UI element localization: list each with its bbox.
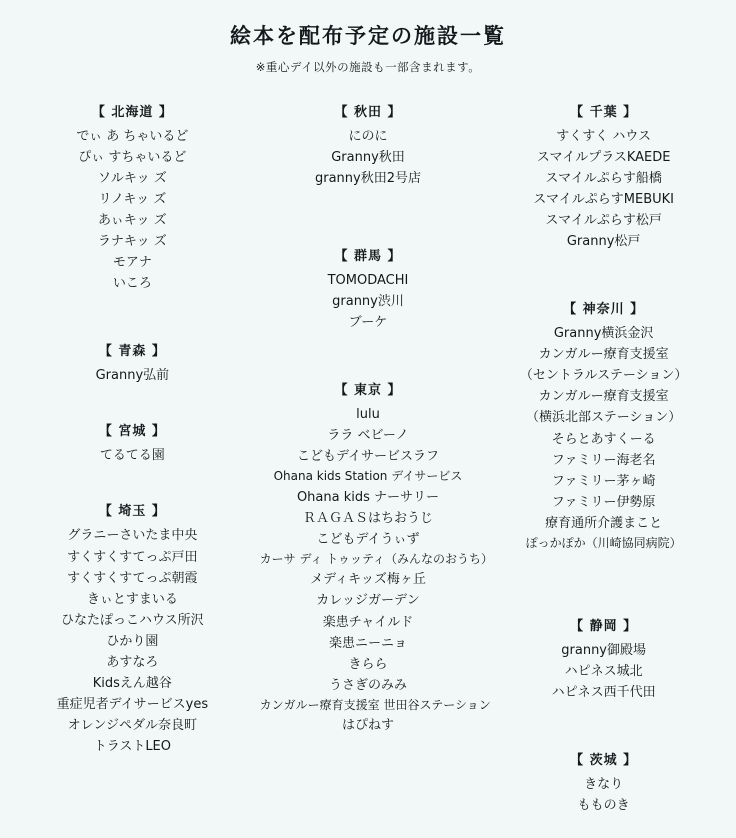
facility-item: ララ ベビーノ [327, 428, 409, 444]
facility-item: Kidsえん越谷 [92, 675, 172, 691]
facility-item: Granny松戸 [566, 234, 641, 250]
facility-item: スマイルぷらす船橋 [545, 171, 662, 187]
facility-item: てるてる園 [99, 448, 165, 464]
facility-item: すくすくすてっぷ朝霞 [67, 570, 198, 586]
facility-item: すくすくすてっぷ戸田 [67, 549, 198, 565]
facility-item: ぴぃ すちゃいるど [78, 150, 187, 166]
spacer [260, 211, 477, 245]
facility-item: ひかり園 [106, 633, 159, 649]
facility-item: granny御殿場 [561, 643, 647, 659]
page-title: 絵本を配布予定の施設一覧 [230, 24, 506, 48]
facility-item: そらとあすくーる [551, 431, 656, 447]
facility-item: Granny弘前 [95, 368, 170, 384]
page-subtitle: ※重心デイ以外の施設も一部含まれます。 [255, 60, 481, 74]
facility-item: きなり [584, 777, 624, 793]
facility-item: （セントラルステーション） [519, 368, 688, 384]
facility-item: こどもデイうぃず [316, 531, 420, 547]
facility-item: トラストLEO [93, 738, 172, 754]
facility-item: きぃとすまいる [86, 591, 178, 607]
facility-item: ＲＡＧＡＳはちおうじ [302, 510, 433, 526]
facility-item: granny渋川 [332, 294, 404, 310]
region-heading: 【 静岡 】 [570, 619, 638, 635]
column-right [495, 101, 712, 838]
facility-item: メディキッズ梅ヶ丘 [310, 572, 426, 588]
region-group-hokkaido [24, 101, 241, 294]
facility-item: granny秋田2号店 [314, 171, 421, 187]
spacer [24, 408, 241, 420]
facility-item: スマイルぷらすMEBUKI [533, 192, 674, 208]
facility-item: lulu [356, 407, 380, 423]
facility-item: グラニーさいたま中央 [67, 528, 198, 544]
region-heading: 【 東京 】 [334, 383, 402, 399]
facility-item: モアナ [112, 255, 152, 271]
facility-item: （横浜北部ステーション） [526, 410, 682, 426]
facility-item: カンガルー療育支援室 [538, 389, 669, 405]
region-group-ibaraki [495, 749, 712, 816]
facility-item: ラナキッ ズ [97, 234, 167, 250]
facility-item: 楽患ニーニョ [328, 635, 407, 651]
spacer [260, 355, 477, 379]
region-heading: 【 千葉 】 [570, 105, 638, 120]
facility-item: ファミリー茅ヶ崎 [551, 473, 656, 489]
region-group-kanagawa [495, 298, 712, 553]
facility-item: ひなたぽっこハウス所沢 [61, 612, 204, 628]
facility-item: カンガルー療育支援室 [538, 347, 669, 363]
region-group-shizuoka [495, 615, 712, 703]
facility-item: こどもデイサービスラフ [296, 449, 440, 465]
facility-item: ハピネス西千代田 [551, 685, 656, 701]
facility-item: Ohana kids ナーサリー [296, 489, 440, 505]
facility-item: 重症児者デイサービスyes [56, 696, 209, 712]
facility-item: あすなろ [106, 654, 159, 670]
facility-item: Granny秋田 [331, 150, 405, 166]
facility-item: にのに [348, 129, 388, 144]
region-heading: 【 神奈川 】 [563, 302, 645, 318]
region-heading: 【 秋田 】 [334, 105, 402, 120]
region-group-miyagi [24, 420, 241, 466]
facility-item: Granny横浜金沢 [553, 326, 654, 342]
spacer [495, 274, 712, 298]
facility-item: もものき [577, 798, 630, 814]
facility-item: ファミリー海老名 [551, 452, 656, 468]
facility-item: スマイルぷらす松戸 [545, 213, 662, 229]
column-left [24, 101, 241, 779]
facility-item: 楽患チャイルド [322, 614, 414, 630]
facility-item: オレンジペダル奈良町 [67, 717, 198, 733]
facility-item: カーサ ディ トゥッティ（みんなのおうち） [259, 552, 494, 566]
region-heading: 【 群馬 】 [334, 249, 402, 265]
facility-item: きらら [348, 656, 388, 672]
region-heading: 【 埼玉 】 [98, 504, 166, 520]
facility-item: カンガルー療育支援室 世田谷ステーション [259, 697, 491, 712]
facility-item: すくすく ハウス [556, 129, 652, 144]
spacer [24, 316, 241, 340]
facility-item: ソルキッ ズ [97, 171, 167, 187]
facility-item: スマイルプラスKAEDE [536, 150, 671, 166]
region-heading: 【 宮城 】 [98, 424, 166, 440]
facility-item: いころ [112, 276, 152, 292]
column-center [259, 101, 494, 758]
region-group-tokyo [259, 379, 494, 736]
region-heading: 【 北海道 】 [91, 105, 173, 120]
region-group-akita [260, 101, 477, 189]
facility-item: Ohana kids Station デイサービス [273, 469, 463, 484]
facility-item: はぴねす [341, 718, 394, 734]
facility-item: ぽっかぽか（川崎協同病院） [525, 535, 682, 550]
region-group-chiba [495, 101, 712, 252]
facility-item: カレッジガーデン [316, 593, 420, 609]
region-heading: 【 青森 】 [98, 344, 166, 360]
spacer [495, 575, 712, 615]
region-group-saitama [24, 500, 241, 757]
region-heading: 【 茨城 】 [570, 753, 638, 769]
facility-item: リノキッ ズ [98, 192, 167, 208]
facility-item: TOMODACHI [327, 273, 409, 289]
spacer [24, 488, 241, 500]
region-group-aomori [24, 340, 241, 386]
facility-item: ハピネス城北 [564, 664, 643, 680]
region-group-gunma [260, 245, 477, 333]
spacer [495, 725, 712, 749]
facility-item: あぃキッ ズ [98, 213, 167, 229]
facility-item: 療育通所介護まこと [545, 515, 663, 531]
facility-item: ブーケ [348, 315, 388, 331]
facility-columns [10, 101, 726, 838]
facility-item: ファミリー伊勢原 [551, 494, 656, 510]
facility-item: でぃ あ ちゃいるど [76, 129, 189, 144]
facility-item: うさぎのみみ [328, 677, 407, 693]
